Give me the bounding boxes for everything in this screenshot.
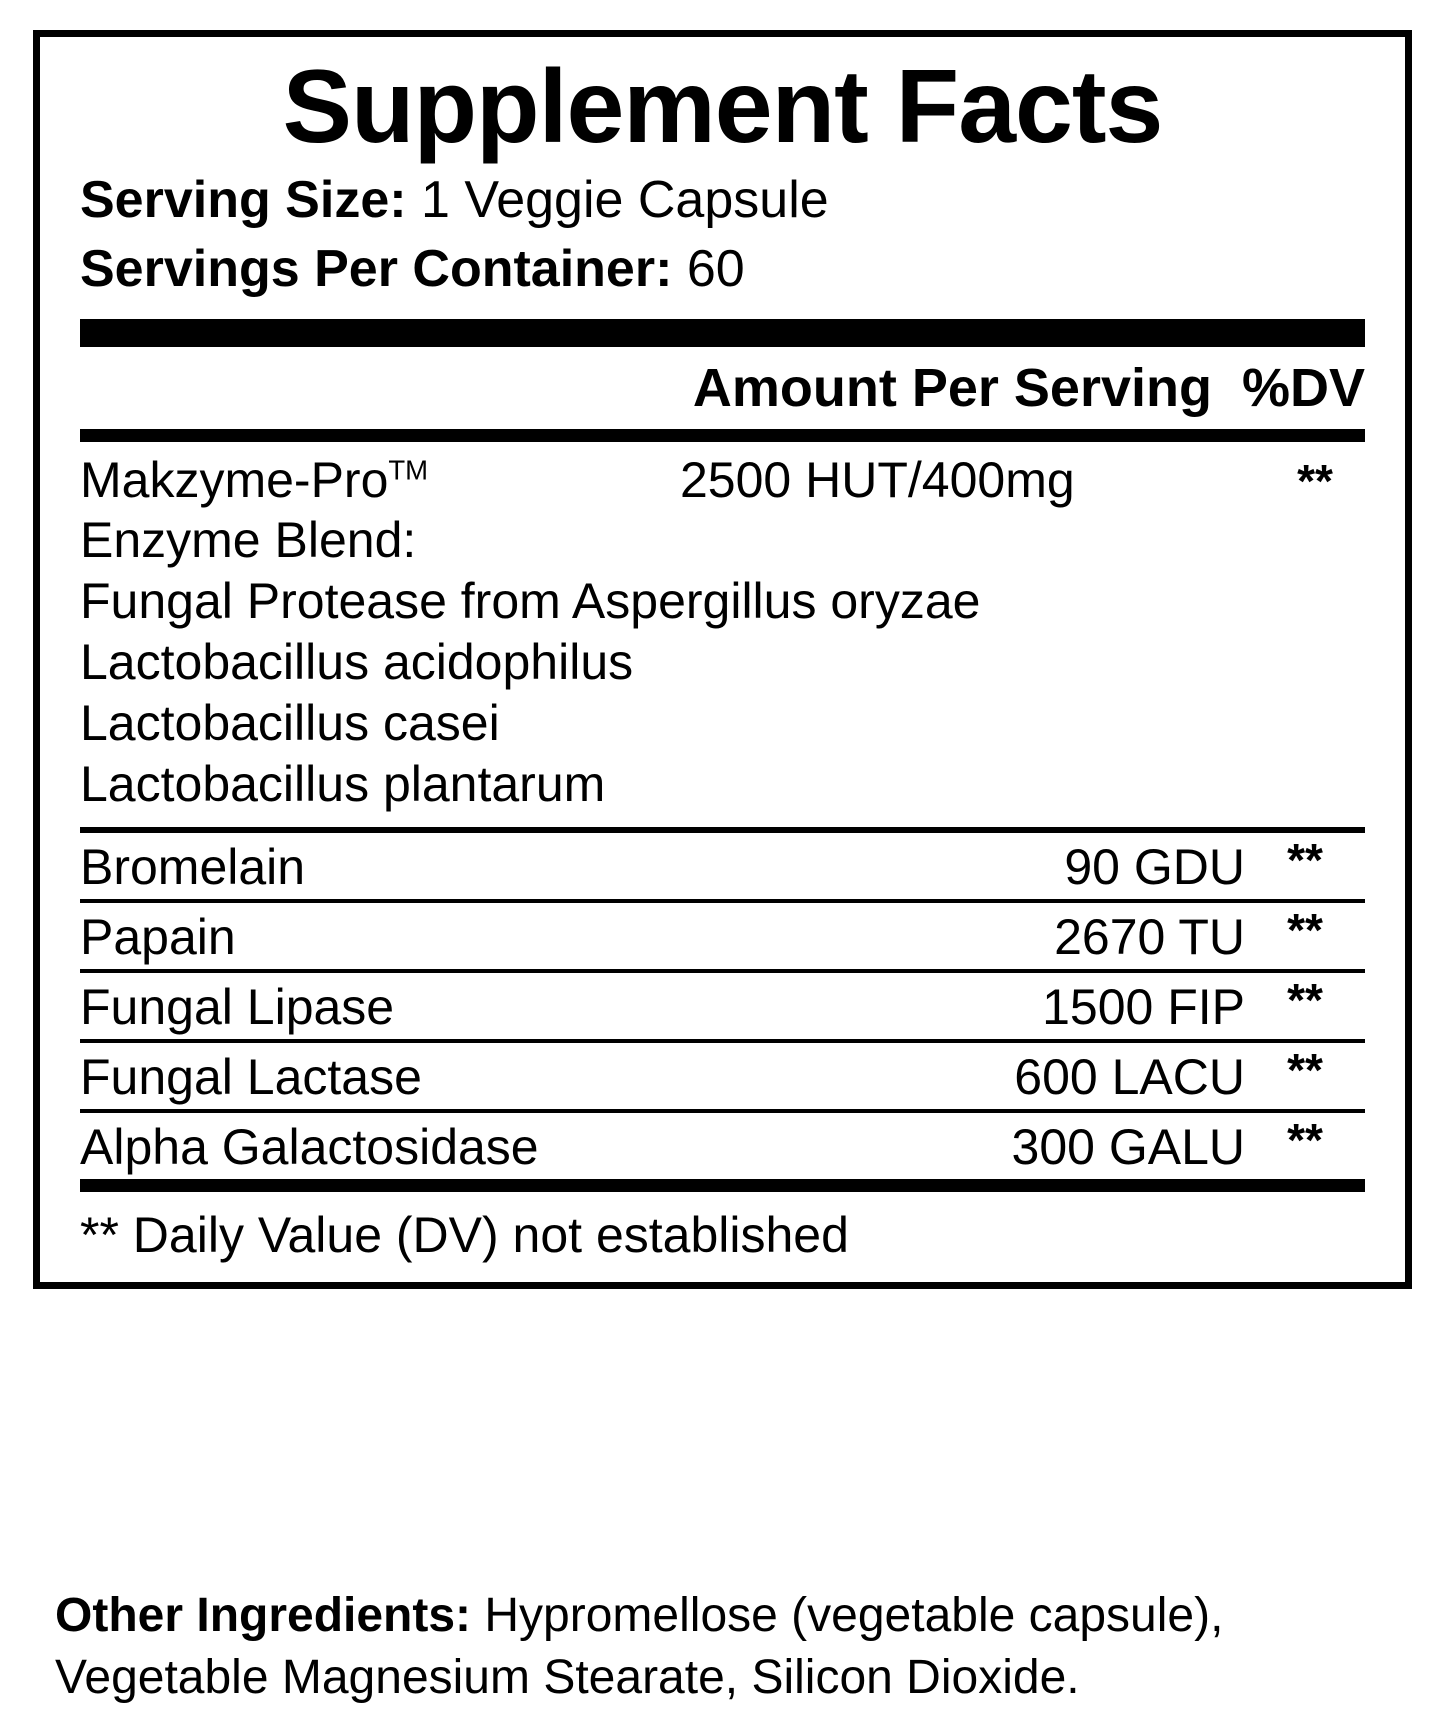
blend-component: Lactobacillus casei (80, 695, 500, 752)
other-ingredients-label: Other Ingredients: (55, 1589, 472, 1642)
nutrient-amount: 2670 TU (1054, 909, 1245, 966)
nutrient-name: Fungal Lipase (80, 979, 395, 1036)
blend-amount: 2500 HUT/400mg (680, 452, 1075, 509)
nutrient-name: Bromelain (80, 839, 306, 896)
blend-name-text: Makzyme-Pro (80, 452, 389, 509)
table-row (80, 903, 1365, 973)
serving-size-label: Serving Size: (80, 171, 407, 230)
nutrient-dv: ** (1287, 904, 1323, 957)
trademark-mark: TM (388, 454, 429, 486)
blend-dv: ** (1297, 455, 1333, 508)
divider-medium-under-header (80, 429, 1365, 442)
serving-size-value: 1 Veggie Capsule (421, 171, 829, 230)
blend-name (80, 450, 680, 510)
divider-thick-top (80, 319, 1365, 347)
table-row (80, 1113, 1365, 1179)
panel-title: Supplement Facts (282, 49, 1163, 165)
nutrient-dv: ** (1287, 834, 1323, 887)
nutrient-rows (80, 833, 1365, 1179)
nutrient-amount: 90 GDU (1064, 839, 1245, 896)
servings-per-container-value: 60 (686, 239, 745, 298)
nutrient-name: Fungal Lactase (80, 1049, 422, 1106)
table-row (80, 973, 1365, 1043)
dv-header: %DV (1241, 358, 1365, 419)
nutrient-name: Alpha Galactosidase (80, 1119, 539, 1176)
nutrient-dv: ** (1287, 1114, 1323, 1167)
nutrient-amount: 300 GALU (1011, 1119, 1245, 1176)
table-row (80, 833, 1365, 903)
amount-per-serving-header: Amount Per Serving (692, 358, 1212, 419)
divider-medium-bottom (80, 1179, 1365, 1192)
nutrient-dv: ** (1287, 974, 1323, 1027)
supplement-facts-panel (33, 30, 1412, 1289)
blend-component-list (80, 571, 1365, 815)
blend-component: Lactobacillus plantarum (80, 756, 606, 813)
servings-per-container-line (80, 235, 1365, 304)
nutrient-amount: 600 LACU (1014, 1049, 1245, 1106)
nutrient-name: Papain (80, 909, 236, 966)
amount-per-serving-header-row (80, 347, 1365, 429)
nutrient-amount: 1500 FIP (1042, 979, 1245, 1036)
blend-component: Fungal Protease from Aspergillus oryzae (80, 573, 981, 630)
serving-size-line (80, 166, 1365, 235)
other-ingredients-text: Hypromellose (vegetable capsule), Vegetable Magnesium Stearate, Silicon Dioxide. (55, 1589, 1224, 1705)
servings-per-container-label: Servings Per Container: (80, 239, 673, 298)
blend-component: Lactobacillus acidophilus (80, 634, 634, 691)
blend-block (80, 442, 1365, 815)
other-ingredients (55, 1585, 1395, 1710)
nutrient-dv: ** (1287, 1044, 1323, 1097)
dv-footnote: ** Daily Value (DV) not established (80, 1207, 849, 1264)
blend-header-row (80, 450, 1365, 510)
table-row (80, 1043, 1365, 1113)
blend-subtitle: Enzyme Blend: (80, 512, 417, 569)
